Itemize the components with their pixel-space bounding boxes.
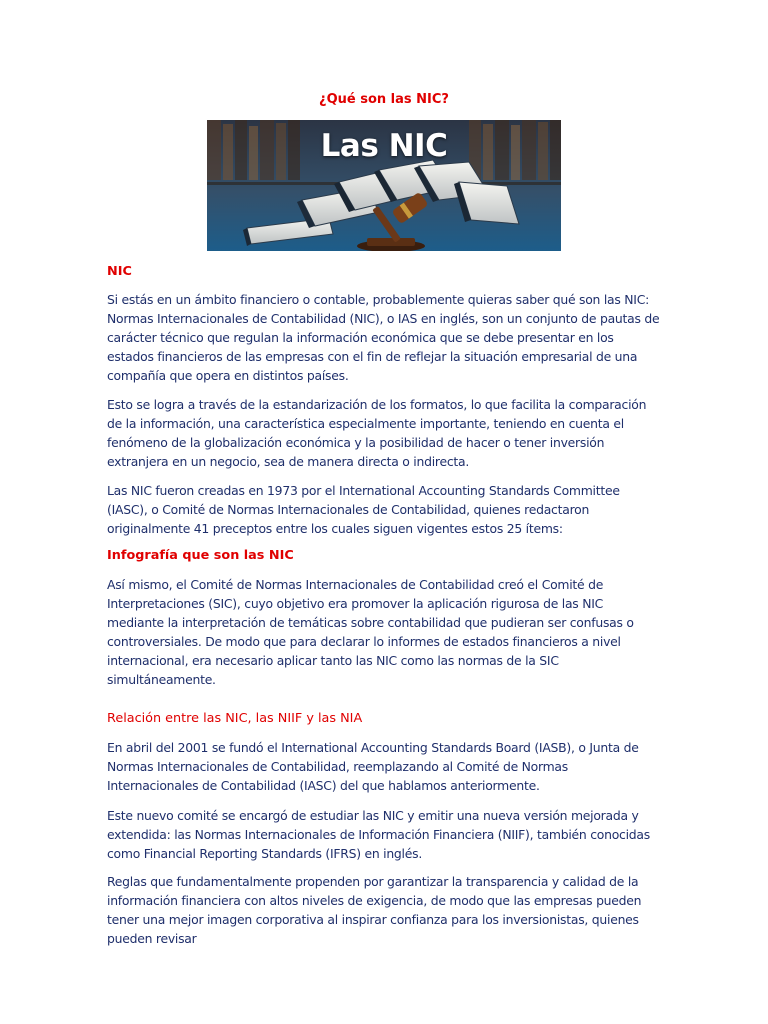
paragraph-2: Esto se logra a través de la estandarización de los formatos, lo que facilita la comparación de la información, una característica especialmente importante, teniendo en cuenta el fenómeno de la globalización económica y la posibilidad de hacer o tener inversión extranjera en un negocio, sea de manera directa o indirecta. <box>107 397 647 470</box>
section-heading-relacion: Relación entre las NIC, las NIIF y las NIA <box>107 711 363 726</box>
banner-image <box>207 120 561 251</box>
paragraph-3: Las NIC fueron creadas en 1973 por el International Accounting Standards Committee (IASC), o Comité de Normas Internacionales de Contabilidad, quienes redactaron originalmente 41 preceptos entre los cuales siguen vigentes estos 25 ítems: <box>107 483 620 537</box>
section-heading-nic: NIC <box>107 264 132 279</box>
page-title: ¿Qué son las NIC? <box>319 92 449 107</box>
paragraph-7: Reglas que fundamentalmente propenden por garantizar la transparencia y calidad de la información financiera con altos niveles de exigencia, de modo que las empresas pueden tener una mejor imagen corporativa al inspirar confianza para los inversionistas, quienes pueden revisar <box>107 874 642 947</box>
paragraph-1: Si estás en un ámbito financiero o contable, probablemente quieras saber qué son las NIC: Normas Internacionales de Contabilidad (NIC), o IAS en inglés, son un conjunto de pautas de carácter técnico que regulan la información económica que se debe presentar en los estados financieros de las empresas con el fin de reflejar la situación empresarial de una compañía que opera en distintos países. <box>107 292 660 384</box>
banner-title: Las NIC <box>320 128 448 164</box>
section-heading-infografia: Infografía que son las NIC <box>107 548 294 563</box>
paragraph-5: En abril del 2001 se fundó el International Accounting Standards Board (IASB), o Junta de Normas Internacionales de Contabilidad, reemplazando al Comité de Normas Internacionales de Contabilidad (IASC) del que hablamos anteriormente. <box>107 740 639 794</box>
paragraph-6: Este nuevo comité se encargó de estudiar las NIC y emitir una nueva versión mejorada y extendida: las Normas Internacionales de Información Financiera (NIIF), también conocidas como Financial Reporting Standards (IFRS) en inglés. <box>107 808 650 862</box>
paragraph-4: Así mismo, el Comité de Normas Internacionales de Contabilidad creó el Comité de Interpretaciones (SIC), cuyo objetivo era promover la aplicación rigurosa de las NIC mediante la interpretación de temáticas sobre contabilidad que pudieran ser confusas o controversiales. De modo que para declarar lo informes de estados financieros a nivel internacional, era necesario aplicar tanto las NIC como las normas de la SIC simultáneamente. <box>107 577 634 688</box>
